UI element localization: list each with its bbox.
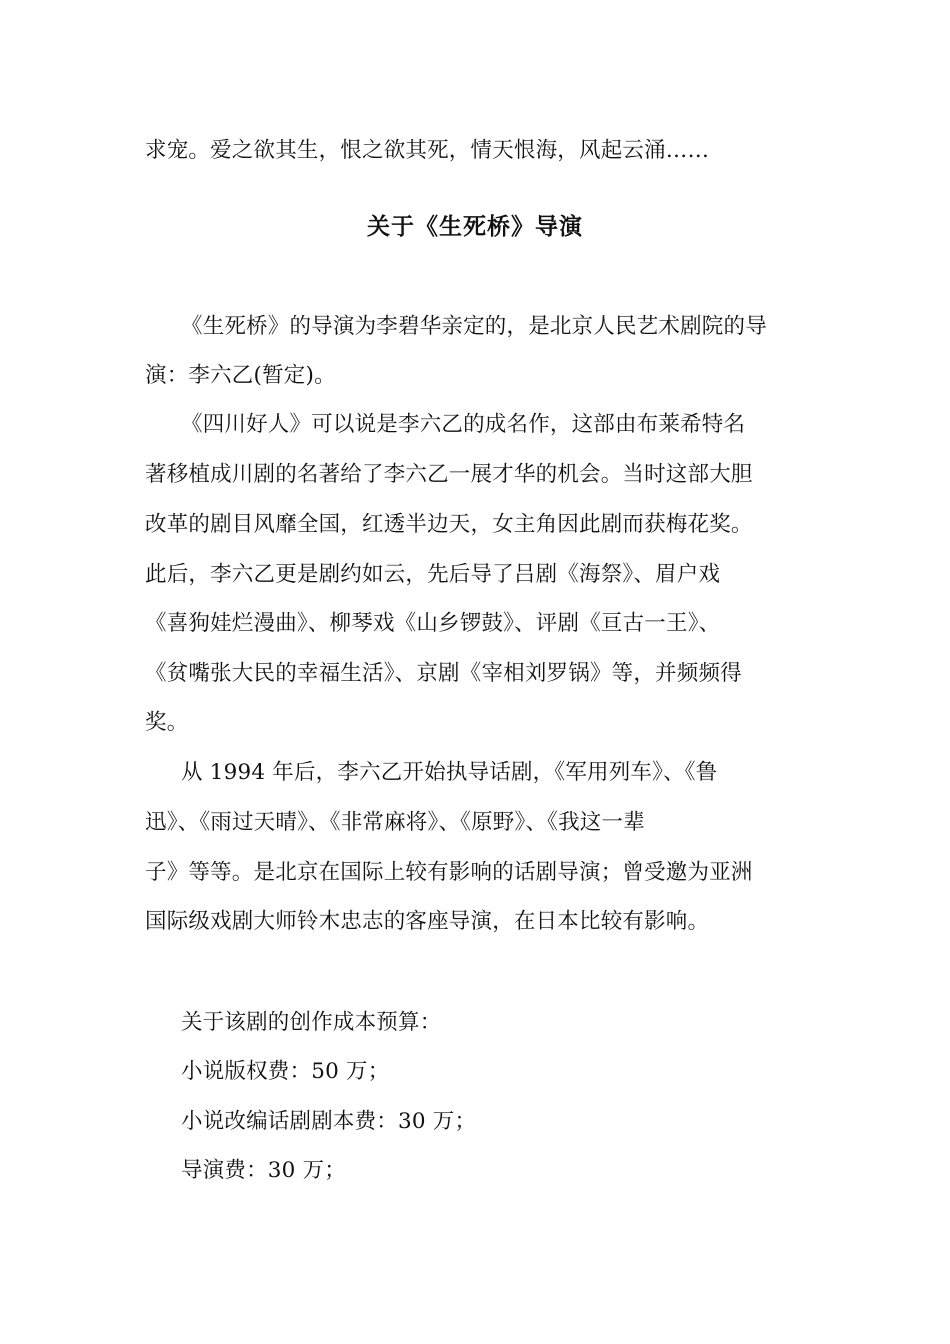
paragraph-line: 《生死桥》的导演为李碧华亲定的，是北京人民艺术剧院的导 xyxy=(181,314,767,339)
budget-item: 小说改编话剧剧本费：30 万； xyxy=(181,1109,477,1134)
paragraph-line: 从 1994 年后，李六乙开始执导话剧，《军用列车》、《鲁 xyxy=(181,760,718,785)
paragraph-line: 《贫嘴张大民的幸福生活》、京剧《宰相刘罗锅》等，并频频得 xyxy=(145,661,742,686)
paragraph-line: 演：李六乙(暂定)。 xyxy=(145,363,336,388)
paragraph-line: 《喜狗娃烂漫曲》、柳琴戏《山乡锣鼓》、评剧《亘古一王》、 xyxy=(145,611,721,636)
section-heading: 关于《生死桥》导演 xyxy=(367,213,583,240)
intro-tail-line: 求宠。爱之欲其生，恨之欲其死，情天恨海，风起云涌…… xyxy=(145,138,710,163)
budget-item: 导演费：30 万； xyxy=(181,1158,346,1183)
paragraph-line: 迅》、《雨过天晴》、《非常麻将》、《原野》、《我这一辈 xyxy=(145,810,645,835)
budget-title: 关于该剧的创作成本预算： xyxy=(181,1010,442,1035)
paragraph-line: 此后，李六乙更是剧约如云，先后导了吕剧《海祭》、眉户戏 xyxy=(145,562,721,587)
paragraph-line: 奖。 xyxy=(145,710,189,735)
paragraph-line: 改革的剧目风靡全国，红透半边天，女主角因此剧而获梅花奖。 xyxy=(145,512,753,537)
paragraph-line: 著移植成川剧的名著给了李六乙一展才华的机会。当时这部大胆 xyxy=(145,462,753,487)
paragraph-line: 《四川好人》可以说是李六乙的成名作，这部由布莱希特名 xyxy=(181,412,746,437)
paragraph-line: 子》等等。是北京在国际上较有影响的话剧导演；曾受邀为亚洲 xyxy=(145,860,753,885)
budget-item: 小说版权费：50 万； xyxy=(181,1059,390,1084)
paragraph-line: 国际级戏剧大师铃木忠志的客座导演，在日本比较有影响。 xyxy=(145,909,710,934)
